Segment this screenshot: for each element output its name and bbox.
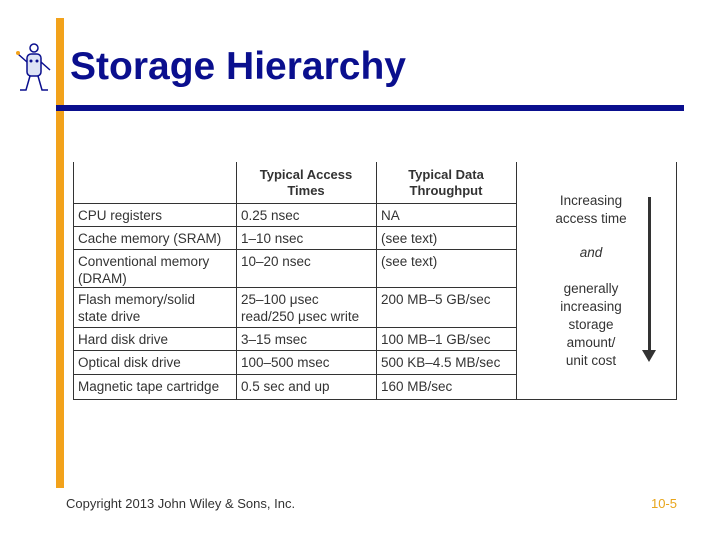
device-cell: Cache memory (SRAM) bbox=[78, 231, 222, 246]
device-cell: Hard disk drive bbox=[78, 332, 169, 347]
throughput-cell: 100 MB–1 GB/sec bbox=[381, 332, 491, 347]
access-cell: 100–500 msec bbox=[241, 355, 330, 370]
device-cell: Optical disk drive bbox=[78, 355, 181, 370]
access-cell: 10–20 nsec bbox=[241, 254, 311, 269]
row-divider bbox=[74, 287, 517, 288]
throughput-cell: NA bbox=[381, 208, 400, 223]
side-note-top: Increasing access time bbox=[555, 193, 627, 226]
row-divider bbox=[74, 327, 517, 328]
accent-vertical-bar bbox=[56, 18, 64, 488]
side-note-bottom: generally increasing storage amount/ unit cost bbox=[560, 281, 622, 368]
row-divider bbox=[74, 226, 517, 227]
row-divider bbox=[74, 203, 517, 204]
side-note-and: and bbox=[579, 245, 603, 260]
header-throughput: Typical Data Throughput bbox=[408, 167, 484, 198]
row-divider bbox=[74, 374, 517, 375]
device-cell: CPU registers bbox=[78, 208, 163, 223]
down-arrow-icon bbox=[642, 350, 656, 362]
throughput-cell: 160 MB/sec bbox=[381, 379, 453, 394]
table-body bbox=[73, 162, 516, 400]
access-cell: 0.25 nsec bbox=[241, 208, 300, 223]
access-cell: 25–100 μsec read/250 μsec write bbox=[241, 292, 360, 324]
page-number: 10-5 bbox=[650, 496, 677, 511]
row-divider bbox=[74, 249, 517, 250]
copyright-footer: Copyright 2013 John Wiley & Sons, Inc. bbox=[66, 496, 296, 511]
storage-table bbox=[73, 162, 677, 400]
hierarchy-side-note bbox=[516, 162, 677, 400]
device-cell: Magnetic tape cartridge bbox=[78, 379, 220, 394]
throughput-cell: (see text) bbox=[381, 231, 438, 246]
device-cell: Conventional memory (DRAM) bbox=[78, 254, 210, 286]
throughput-cell: (see text) bbox=[381, 254, 438, 269]
header-access-times: Typical Access Times bbox=[259, 167, 353, 198]
access-cell: 3–15 msec bbox=[241, 332, 308, 347]
access-cell: 0.5 sec and up bbox=[241, 379, 330, 394]
row-divider bbox=[74, 350, 517, 351]
device-cell: Flash memory/solid state drive bbox=[78, 292, 196, 324]
throughput-cell: 500 KB–4.5 MB/sec bbox=[381, 355, 501, 370]
slide-title: Storage Hierarchy bbox=[70, 45, 406, 88]
access-cell: 1–10 nsec bbox=[241, 231, 304, 246]
down-arrow-shaft bbox=[648, 197, 651, 355]
mascot-logo-icon bbox=[14, 40, 54, 96]
throughput-cell: 200 MB–5 GB/sec bbox=[381, 292, 491, 307]
title-underline-bar bbox=[56, 105, 684, 111]
